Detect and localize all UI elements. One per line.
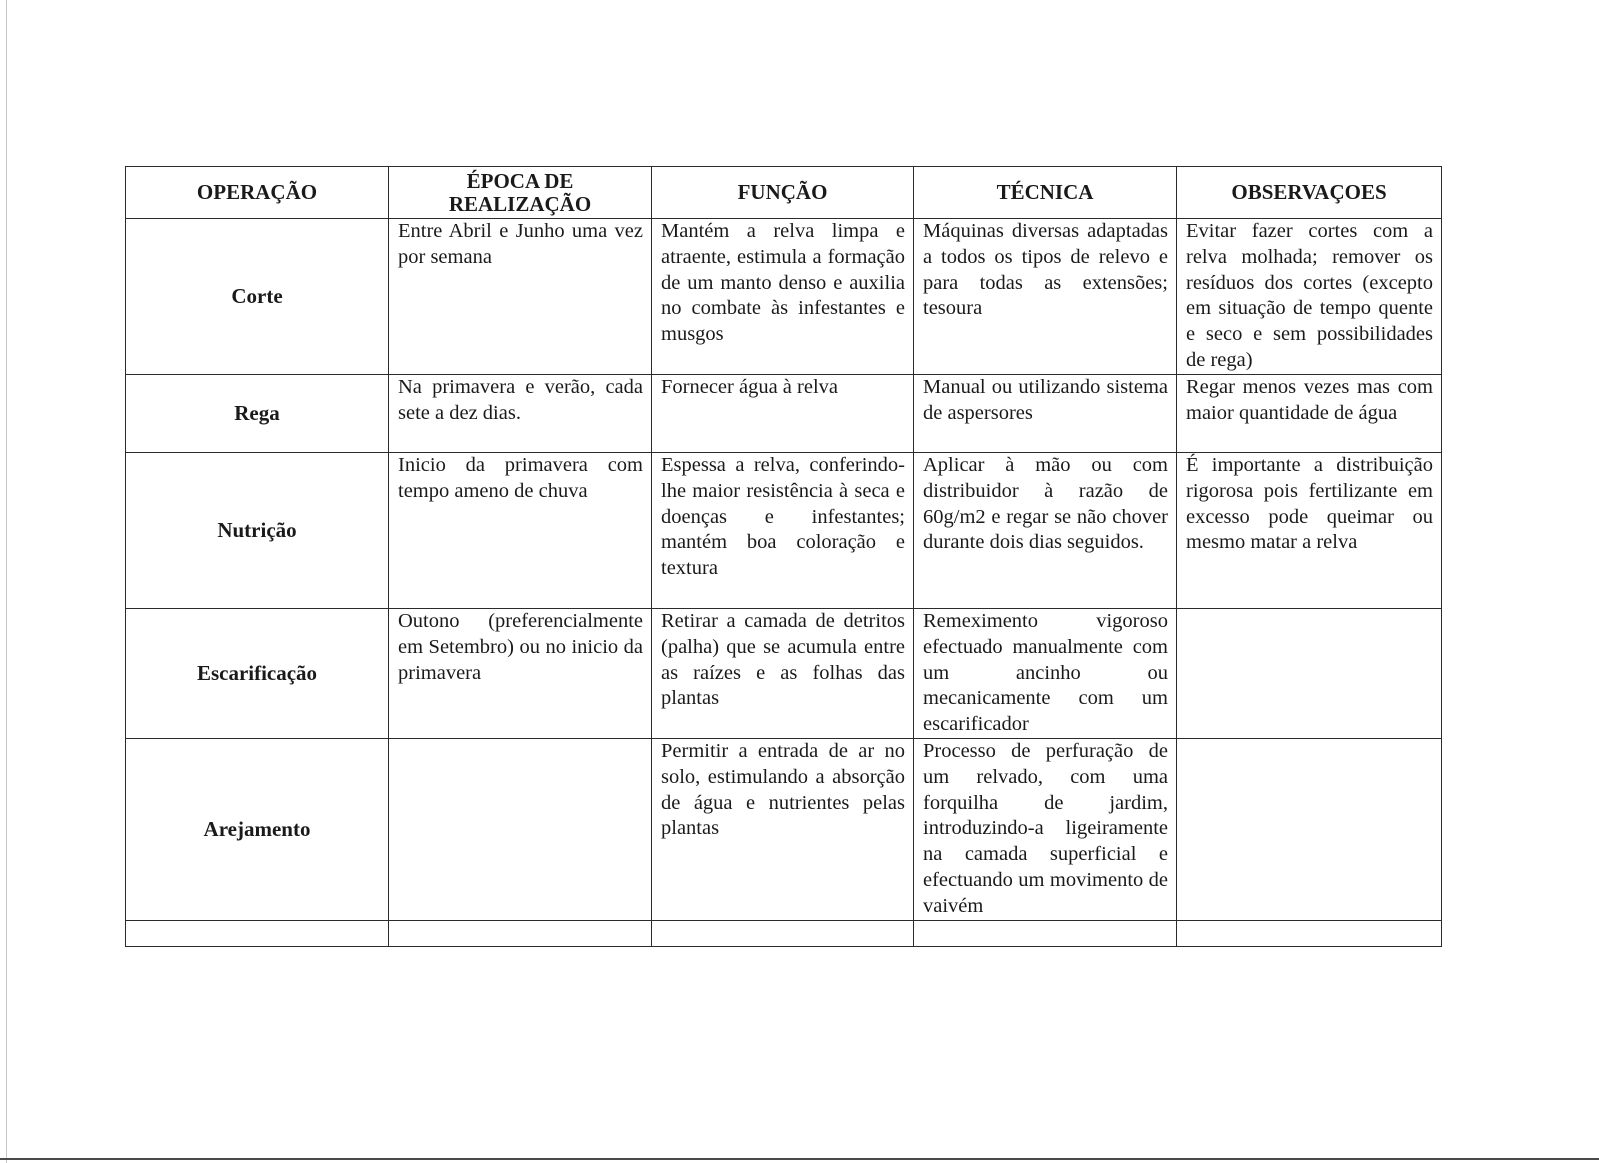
empty-cell — [1177, 920, 1442, 946]
header-epoca — [389, 167, 652, 219]
header-observacoes: OBSERVAÇOES — [1177, 167, 1442, 219]
observacoes-cell — [1177, 738, 1442, 920]
epoca-cell: Inicio da primavera com tempo ameno de chuva — [389, 453, 652, 609]
header-tecnica: TÉCNICA — [914, 167, 1177, 219]
table-row-rega — [126, 375, 1442, 453]
operacao-cell: Nutrição — [126, 453, 389, 609]
table-header-row — [126, 167, 1442, 219]
epoca-cell — [389, 738, 652, 920]
epoca-cell: Na primavera e verão, cada sete a dez dias. — [389, 375, 652, 453]
operacao-cell: Rega — [126, 375, 389, 453]
header-epoca-line2: REALIZAÇÃO — [448, 191, 592, 216]
observacoes-cell: Regar menos vezes mas com maior quantidade de água — [1177, 375, 1442, 453]
funcao-cell: Permitir a entrada de ar no solo, estimulando a absorção de água e nutrientes pelas plantas — [652, 738, 914, 920]
observacoes-cell: É importante a distribuição rigorosa pois fertilizante em excesso pode queimar ou mesmo matar a relva — [1177, 453, 1442, 609]
operacao-cell: Corte — [126, 219, 389, 375]
header-operacao: OPERAÇÃO — [126, 167, 389, 219]
empty-cell — [652, 920, 914, 946]
table-row-arejamento — [126, 738, 1442, 920]
funcao-cell: Espessa a relva, conferindo-lhe maior resistência à seca e doenças e infestantes; mantém boa coloração e textura — [652, 453, 914, 609]
lawn-care-table — [125, 166, 1442, 947]
funcao-cell: Retirar a camada de detritos (palha) que se acumula entre as raízes e as folhas das plantas — [652, 609, 914, 739]
page-left-edge — [6, 0, 7, 1163]
tecnica-cell: Remeximento vigoroso efectuado manualmente com um ancinho ou mecanicamente com um escarificador — [914, 609, 1177, 739]
table-row-escarificacao — [126, 609, 1442, 739]
funcao-cell: Mantém a relva limpa e atraente, estimula a formação de um manto denso e auxilia no combate às infestantes e musgos — [652, 219, 914, 375]
observacoes-cell: Evitar fazer cortes com a relva molhada; remover os resíduos dos cortes (excepto em situação de tempo quente e seco e sem possibilidades de rega) — [1177, 219, 1442, 375]
empty-cell — [126, 920, 389, 946]
funcao-cell: Fornecer água à relva — [652, 375, 914, 453]
header-epoca-line1: ÉPOCA DE — [466, 168, 574, 193]
tecnica-cell: Máquinas diversas adaptadas a todos os tipos de relevo e para todas as extensões; tesoura — [914, 219, 1177, 375]
tecnica-cell: Processo de perfuração de um relvado, com uma forquilha de jardim, introduzindo-a ligeiramente na camada superficial e efectuando um movimento de vaivém — [914, 738, 1177, 920]
table-row-corte — [126, 219, 1442, 375]
header-funcao: FUNÇÃO — [652, 167, 914, 219]
tecnica-cell: Aplicar à mão ou com distribuidor à razão de 60g/m2 e regar se não chover durante dois dias seguidos. — [914, 453, 1177, 609]
epoca-cell: Entre Abril e Junho uma vez por semana — [389, 219, 652, 375]
empty-cell — [914, 920, 1177, 946]
observacoes-cell — [1177, 609, 1442, 739]
page-bottom-edge — [0, 1158, 1599, 1160]
operacao-cell: Arejamento — [126, 738, 389, 920]
tecnica-cell: Manual ou utilizando sistema de aspersores — [914, 375, 1177, 453]
table-row-nutricao — [126, 453, 1442, 609]
epoca-cell: Outono (preferencialmente em Setembro) ou no inicio da primavera — [389, 609, 652, 739]
table-row-empty — [126, 920, 1442, 946]
operacao-cell: Escarificação — [126, 609, 389, 739]
empty-cell — [389, 920, 652, 946]
